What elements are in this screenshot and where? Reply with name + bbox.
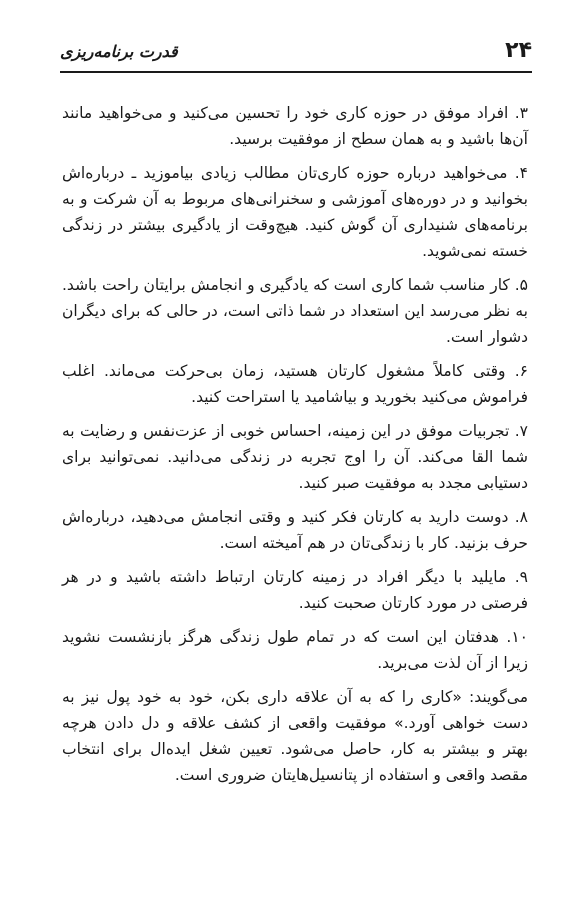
page-header [60, 38, 532, 68]
paragraph-item-10: ۱۰. هدفتان این است که در تمام طول زندگی هرگز بازنشست نشوید زیرا از آن لذت می‌برید. [62, 628, 528, 672]
running-title: قدرت برنامه‌ریزی [60, 42, 178, 61]
paragraph-item-3: ۳. افراد موفق در حوزه کاری خود را تحسین می‌کنید و می‌خواهید مانند آن‌ها باشید و به همان سطح از موفقیت برسید. [62, 104, 528, 148]
body-text [62, 100, 528, 796]
closing-paragraph: می‌گویند: «کاری را که به آن علاقه داری بکن، خود به خود پول نیز به دست خواهی آورد.» موفقیت واقعی از کشف علاقه و دل دادن هرچه بهتر و بیشتر به کار، حاصل می‌شود. تعیین شغل ایده‌ال برای انتخاب مقصد واقعی و استفاده از پتانسیل‌هایتان ضروری است. [62, 688, 528, 784]
paragraph-item-6: ۶. وقتی کاملاً مشغول کارتان هستید، زمان بی‌حرکت می‌ماند. اغلب فراموش می‌کنید بخورید و بیاشامید یا استراحت کنید. [62, 362, 528, 406]
paragraph-item-8: ۸. دوست دارید به کارتان فکر کنید و وقتی انجامش می‌دهید، درباره‌اش حرف بزنید. کار با زندگی‌تان در هم آمیخته است. [62, 508, 528, 552]
paragraph-item-7: ۷. تجربیات موفق در این زمینه، احساس خوبی از عزت‌نفس و رضایت به شما القا می‌کند. آن را اوج تجربه در زندگی می‌دانید. نمی‌توانید برای دستیابی مجدد به موفقیت صبر کنید. [62, 422, 528, 492]
paragraph-item-9: ۹. مایلید با دیگر افراد در زمینه کارتان ارتباط داشته باشید و در هر فرصتی در مورد کارتان صحبت کنید. [62, 568, 528, 612]
paragraph-item-4: ۴. می‌خواهید درباره حوزه کاری‌تان مطالب زیادی بیاموزید ـ درباره‌اش بخوانید و در دوره‌های آموزشی و سخنرانی‌های مربوط به آن شرکت و به برنامه‌های شنیداری آن گوش کنید. هیچ‌وقت از یادگیری بیشتر در زندگی خسته نمی‌شوید. [62, 164, 528, 260]
header-divider [60, 71, 532, 73]
page-number: ۲۴ [505, 38, 532, 63]
paragraph-item-5: ۵. کار مناسب شما کاری است که یادگیری و انجامش برایتان راحت باشد. به نظر می‌رسد این استعداد در شما ذاتی است، در حالی که برای دیگران دشوار است. [62, 276, 528, 346]
